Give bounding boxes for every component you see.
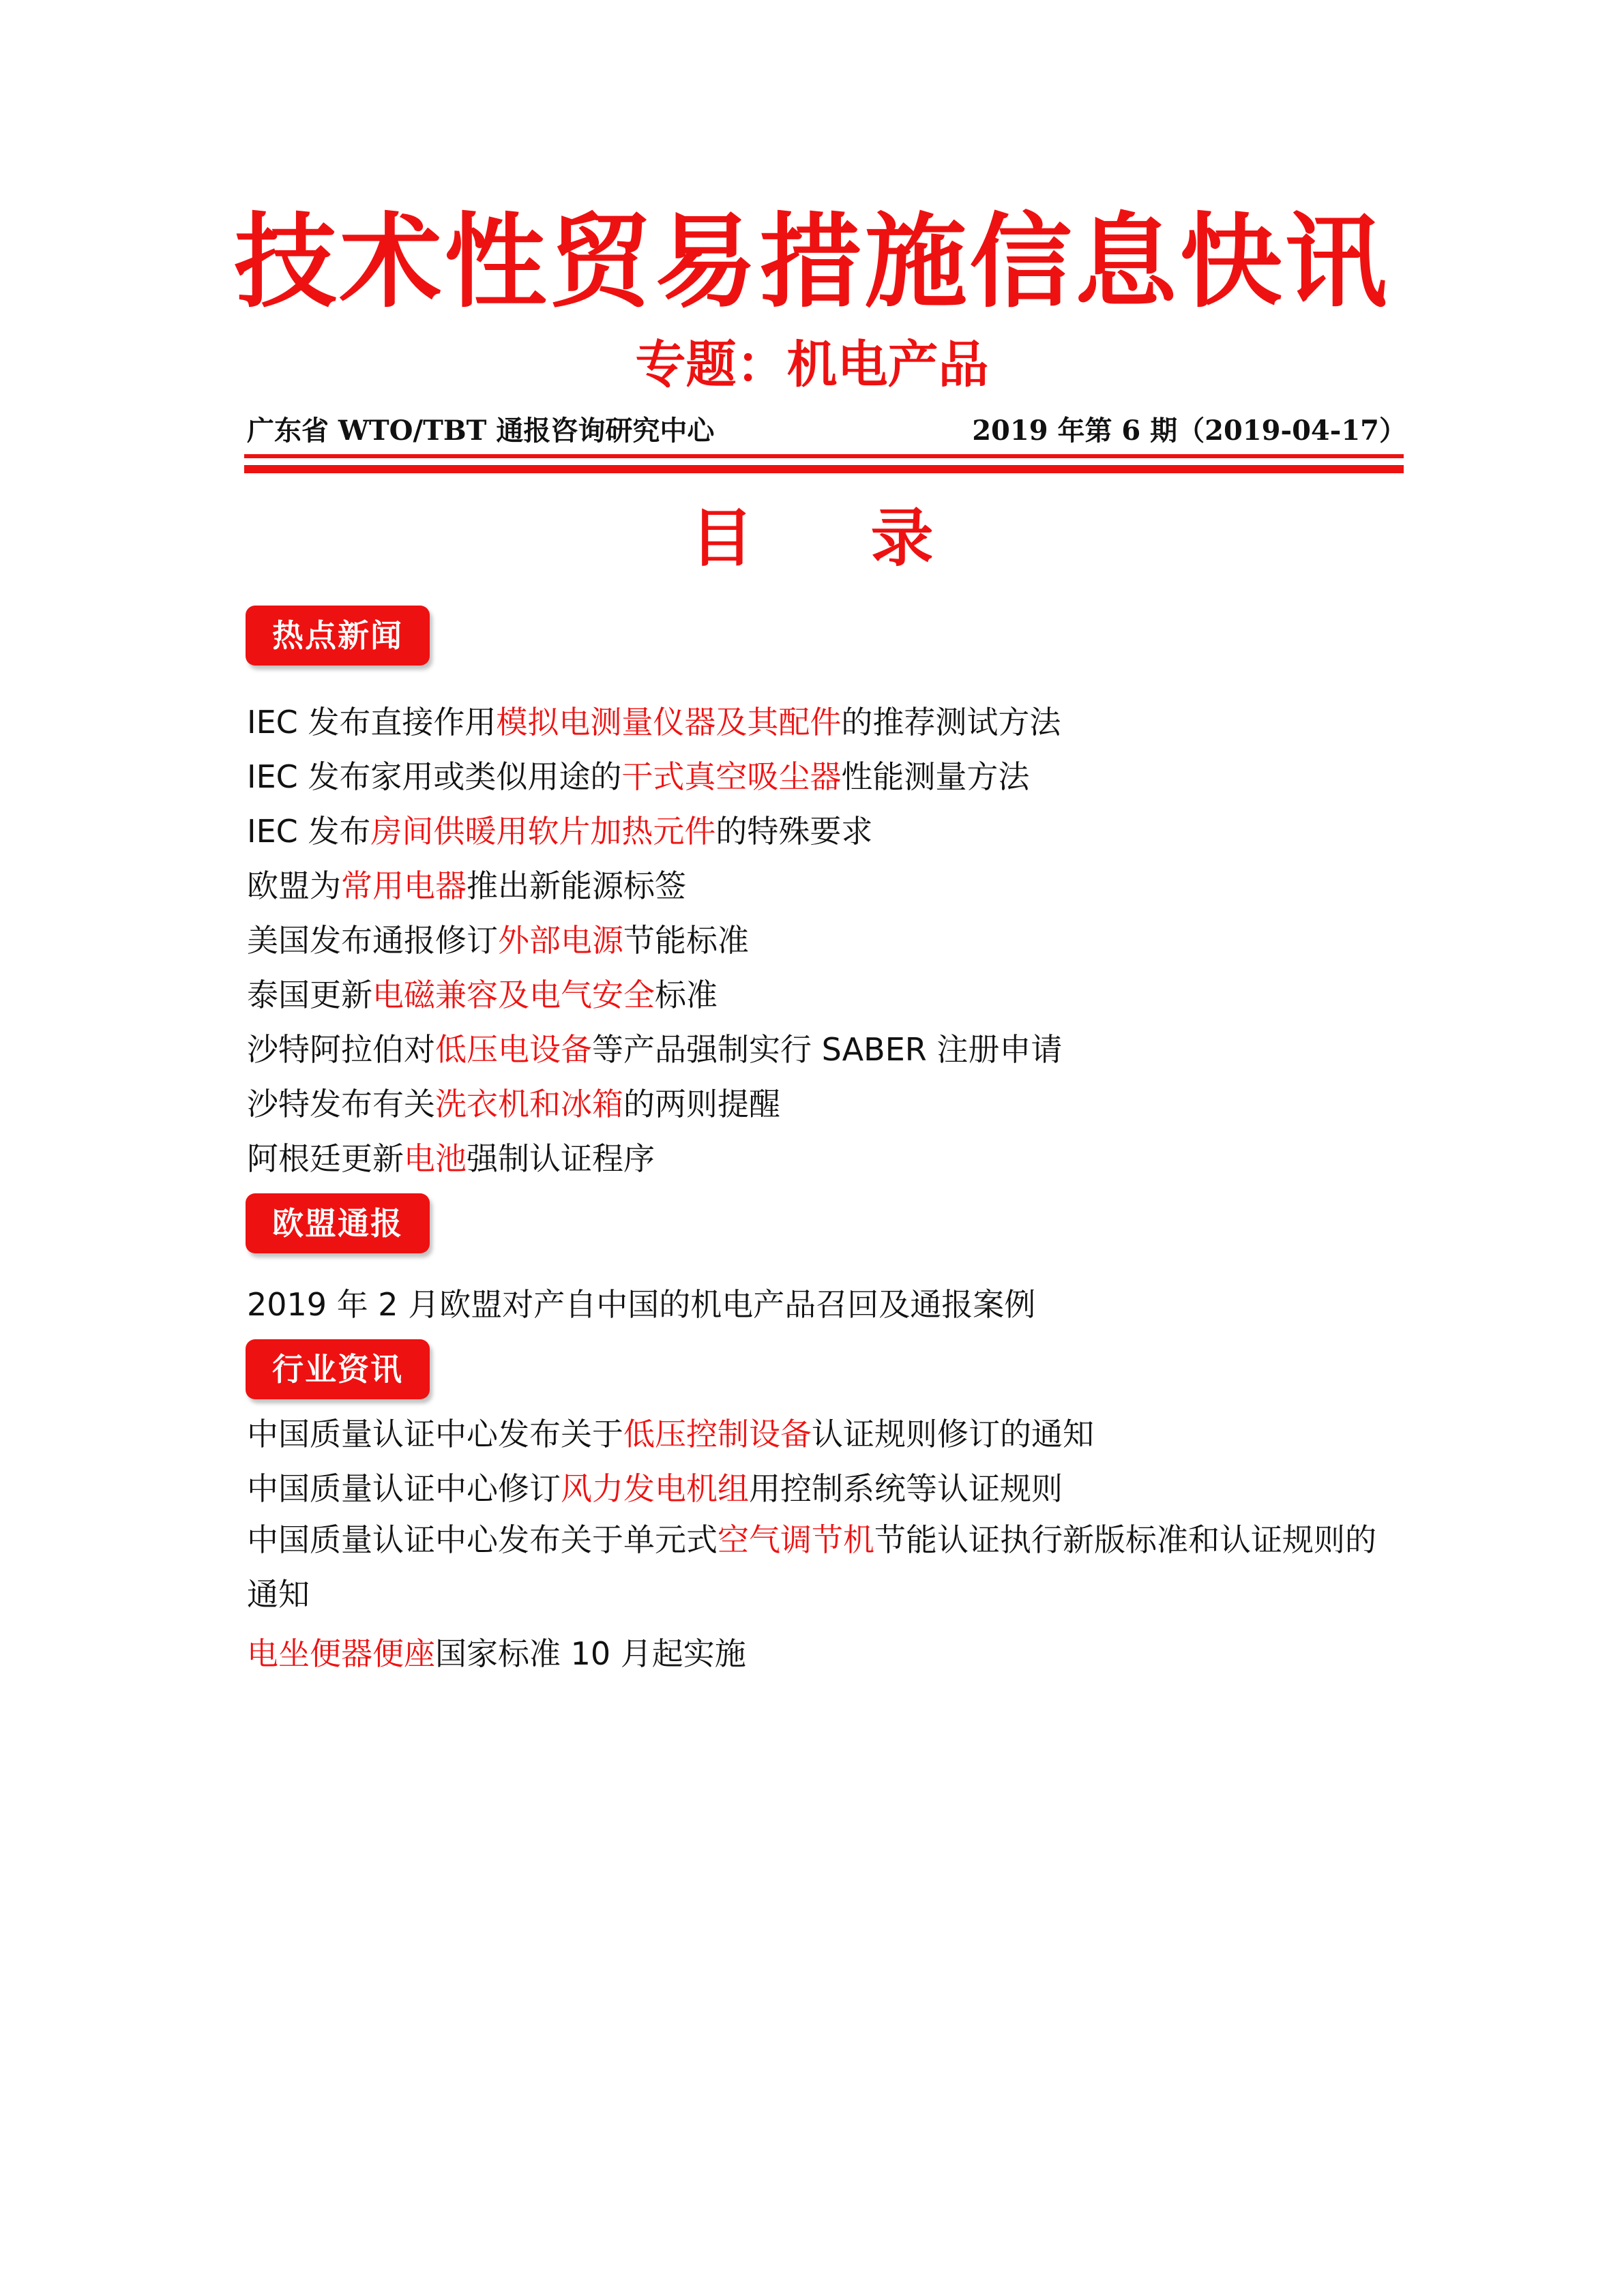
toc-item[interactable] (247, 1412, 1406, 1457)
toc-item-text: 的两则提醒 (623, 1086, 780, 1122)
toc-item[interactable] (247, 1027, 1406, 1072)
toc-item-text: 用控制系统等认证规则 (749, 1470, 1063, 1507)
toc-item-text: 强制认证程序 (467, 1140, 655, 1177)
issuer-name: 广东省 WTO/TBT 通报咨询研究中心 (247, 415, 715, 447)
toc-item-keyword: 常用电器 (341, 867, 467, 904)
toc-item-text: IEC 发布家用或类似用途的 (247, 758, 622, 795)
toc-item-text: 性能测量方法 (841, 758, 1030, 795)
toc-item-text: 的特殊要求 (715, 813, 873, 850)
toc-item[interactable] (247, 1082, 1406, 1127)
masthead-rule-thick (244, 465, 1404, 473)
toc-item[interactable] (247, 700, 1406, 745)
toc-item-keyword: 风力发电机组 (561, 1470, 749, 1507)
toc-item-keyword: 空气调节机 (718, 1521, 874, 1558)
toc-item[interactable] (247, 1136, 1406, 1181)
toc-item-text: 标准 (655, 976, 718, 1013)
toc-item-text: 国家标准 10 月起实施 (435, 1635, 746, 1672)
toc-item-text: 2019 年 2 月欧盟对产自中国的机电产品召回及通报案例 (247, 1286, 1036, 1323)
toc-item[interactable] (247, 918, 1406, 963)
newsletter-subtitle: 专题：机电产品 (635, 336, 989, 394)
toc-item-text: 节能认证执行新版标准和认证规则的通知 (247, 1521, 1376, 1613)
newsletter-title: 技术性贸易措施信息快讯 (234, 203, 1390, 322)
masthead-row (247, 412, 1406, 450)
toc-item-keyword: 外部电源 (498, 922, 623, 959)
toc-item-text: 中国质量认证中心发布关于 (247, 1416, 623, 1452)
toc-item-text: 泰国更新 (247, 976, 372, 1013)
toc-item-text: 认证规则修订的通知 (812, 1416, 1094, 1452)
toc-item[interactable] (247, 1282, 1406, 1327)
toc-item-text: 推出新能源标签 (467, 867, 686, 904)
section-tag-industry-info[interactable]: 行业资讯 (246, 1339, 430, 1399)
section-tag-eu-notification[interactable]: 欧盟通报 (246, 1193, 430, 1253)
issue-number: 2019 年第 6 期（2019-04-17） (972, 415, 1406, 447)
masthead-rule-thin (244, 454, 1404, 458)
toc-item-keyword: 低压控制设备 (623, 1416, 812, 1452)
toc-item-keyword: 模拟电测量仪器及其配件 (496, 704, 842, 741)
toc-item-text: 阿根廷更新 (247, 1140, 404, 1177)
toc-item-keyword: 干式真空吸尘器 (621, 758, 842, 795)
toc-item[interactable] (247, 1631, 1406, 1676)
toc-item-keyword: 房间供暖用软片加热元件 (370, 813, 716, 850)
toc-item[interactable] (247, 1466, 1406, 1511)
toc-item-text: 沙特阿拉伯对 (247, 1031, 435, 1068)
toc-item-text: 节能标准 (623, 922, 749, 959)
toc-item-text: IEC 发布直接作用 (247, 704, 497, 741)
toc-item-text: 沙特发布有关 (247, 1086, 435, 1122)
toc-item-text: IEC 发布 (247, 813, 371, 850)
section-tag-hot-news[interactable]: 热点新闻 (246, 606, 430, 666)
toc-item-keyword: 电池 (404, 1140, 467, 1177)
toc-item-keyword: 电磁兼容及电气安全 (372, 976, 655, 1013)
toc-item-keyword: 洗衣机和冰箱 (435, 1086, 623, 1122)
toc-item-keyword: 低压电设备 (435, 1031, 592, 1068)
toc-item-text: 中国质量认证中心发布关于单元式 (247, 1521, 718, 1558)
toc-heading: 目 录 (690, 502, 981, 575)
toc-item[interactable] (247, 1512, 1406, 1622)
toc-item[interactable] (247, 972, 1406, 1017)
toc-item[interactable] (247, 754, 1406, 799)
toc-item[interactable] (247, 863, 1406, 908)
toc-item-text: 中国质量认证中心修订 (247, 1470, 561, 1507)
toc-item-text: 美国发布通报修订 (247, 922, 498, 959)
toc-item-keyword: 电坐便器便座 (247, 1635, 435, 1672)
toc-item-text: 欧盟为 (247, 867, 341, 904)
toc-item-text: 等产品强制实行 SABER 注册申请 (592, 1031, 1063, 1068)
toc-item[interactable] (247, 809, 1406, 854)
toc-item-text: 的推荐测试方法 (841, 704, 1061, 741)
